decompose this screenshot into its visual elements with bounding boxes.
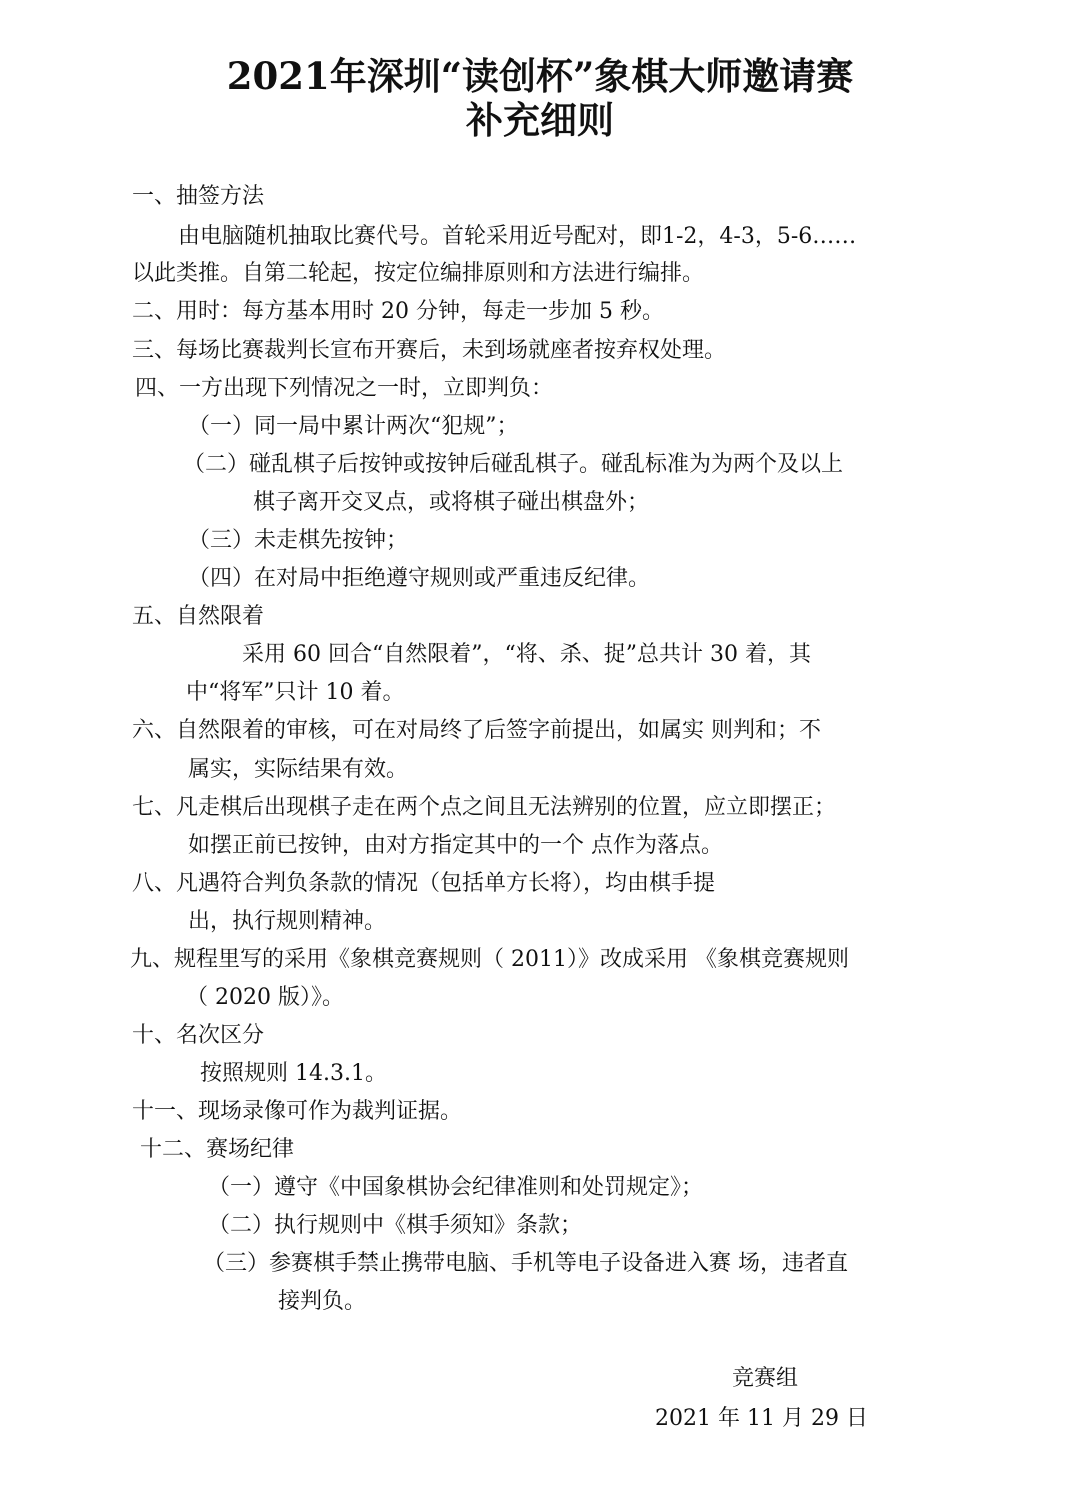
body-line: 按照规则 14.3.1。 (200, 1061, 387, 1086)
document-title-line2: 补充细则 (466, 98, 614, 142)
section-heading: 十二、赛场纪律 (140, 1137, 295, 1162)
body-line: 采用 60 回合“自然限着”，“将、杀、捉”总共计 30 着，其 (242, 642, 811, 667)
body-line: 由电脑随机抽取比赛代号。首轮采用近号配对，即1-2，4-3，5-6…… (178, 224, 857, 249)
body-line: 以此类推。自第二轮起，按定位编排原则和方法进行编排。 (132, 261, 705, 286)
sub-item: （一）遵守《中国象棋协会纪律准则和处罚规定》； (208, 1175, 704, 1200)
signature: 竞赛组 (732, 1366, 799, 1391)
section-heading: 九、规程里写的采用《象棋竞赛规则（ 2011）》改成采用 《象棋竞赛规则 (130, 947, 849, 972)
sub-item: （一）同一局中累计两次“犯规”； (188, 414, 519, 439)
document-date: 2021 年 11 月 29 日 (655, 1406, 868, 1431)
sub-item: （二）碰乱棋子后按钟或按钟后碰乱棋子。碰乱标准为为两个及以上 (183, 452, 844, 477)
section-heading: 十一、现场录像可作为裁判证据。 (132, 1099, 463, 1124)
section-heading: 六、自然限着的审核，可在对局终了后签字前提出，如属实 则判和；不 (132, 718, 821, 743)
section-heading: 二、用时：每方基本用时 20 分钟，每走一步加 5 秒。 (132, 299, 664, 324)
section-heading: 八、凡遇符合判负条款的情况（包括单方长将），均由棋手提 (132, 871, 716, 896)
section-heading: 五、自然限着 (132, 604, 265, 629)
body-line: 出，执行规则精神。 (188, 909, 387, 934)
document-title-line1: 2021年深圳“读创杯”象棋大师邀请赛 (226, 54, 854, 98)
section-heading: 一、抽签方法 (132, 184, 265, 209)
sub-item: （四）在对局中拒绝遵守规则或严重违反纪律。 (188, 566, 651, 591)
sub-item: （三）参赛棋手禁止携带电脑、手机等电子设备进入赛 场，违者直 (203, 1251, 848, 1276)
body-line: 如摆正前已按钟，由对方指定其中的一个 点作为落点。 (188, 833, 723, 858)
sub-item-continuation: 棋子离开交叉点，或将棋子碰出棋盘外； (253, 490, 650, 515)
section-heading: 四、一方出现下列情况之一时，立即判负： (135, 376, 554, 401)
sub-item: （三）未走棋先按钟； (188, 528, 409, 553)
sub-item-continuation: 接判负。 (278, 1289, 367, 1314)
body-line: （ 2020 版）》。 (186, 985, 344, 1010)
body-line: 中“将军”只计 10 着。 (186, 680, 405, 705)
section-heading: 三、每场比赛裁判长宣布开赛后，未到场就座者按弃权处理。 (132, 338, 727, 363)
sub-item: （二）执行规则中《棋手须知》条款； (208, 1213, 583, 1238)
section-heading: 十、名次区分 (132, 1023, 265, 1048)
body-line: 属实，实际结果有效。 (188, 757, 409, 782)
section-heading: 七、凡走棋后出现棋子走在两个点之间且无法辨别的位置，应立即摆正； (132, 795, 837, 820)
